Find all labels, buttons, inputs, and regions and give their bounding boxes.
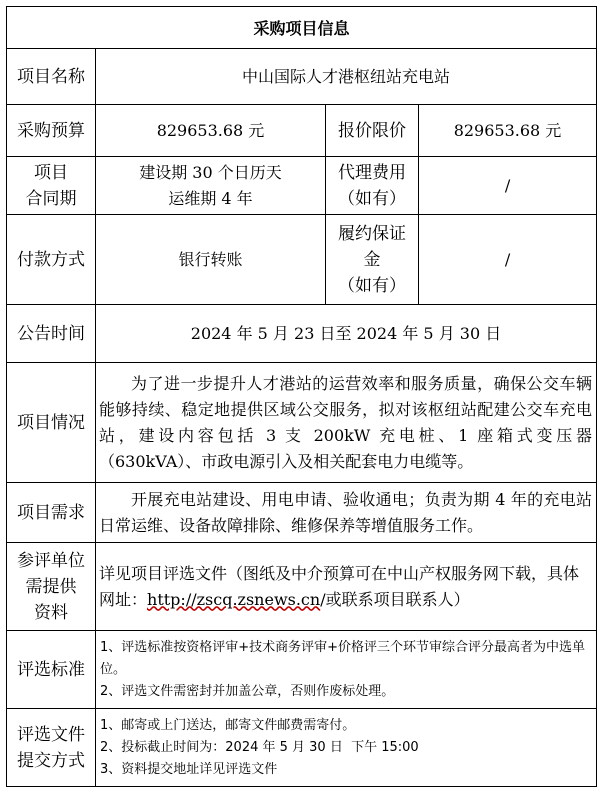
contract-period-label: [7, 157, 96, 215]
performance-bond-label: [326, 215, 419, 305]
contract-period-value: [96, 157, 326, 215]
contract-period-label-line-2: 合同期: [25, 188, 77, 209]
operation-period: 运维期 4 年: [168, 188, 253, 208]
row-project-situation: [7, 363, 597, 483]
performance-bond-value: /: [419, 215, 597, 305]
budget-label: 采购预算: [7, 105, 96, 157]
row-project-name: [7, 49, 597, 105]
criteria-text: [96, 631, 597, 709]
criteria-line-1: 1、评选标准按资格评审+技术商务评审+价格评三个环节审综合评分最高者为中选单位。: [100, 639, 586, 677]
row-criteria: [7, 631, 597, 709]
row-payment: [7, 215, 597, 305]
performance-bond-label-line-1: 履约保证: [338, 223, 406, 244]
payment-value: 银行转账: [96, 215, 326, 305]
row-notice-time: [7, 305, 597, 363]
row-contract-period: [7, 157, 597, 215]
notice-time-label: 公告时间: [7, 305, 96, 363]
project-name-label: 项目名称: [7, 49, 96, 105]
demand-text: 开展充电站建设、用电申请、验收通电；负责为期 4 年的充电站日常运维、设备故障排除、维修保养等增值服务工作。: [96, 483, 597, 543]
agency-fee-label-line-1: 代理费用: [338, 162, 406, 183]
row-budget: [7, 105, 597, 157]
situation-label: 项目情况: [7, 363, 96, 483]
payment-label: 付款方式: [7, 215, 96, 305]
materials-label-line-1: 参评单位: [17, 550, 85, 571]
demand-label: 项目需求: [7, 483, 96, 543]
agency-fee-label: [326, 157, 419, 215]
contract-period-label-line-1: 项目: [34, 162, 68, 183]
procurement-info-table: [6, 6, 597, 787]
materials-text: [96, 543, 597, 631]
submission-label-line-2: 提交方式: [17, 750, 85, 771]
submission-line-1: 1、邮寄或上门送达，邮寄文件邮费需寄付。: [100, 717, 356, 733]
agency-fee-value: /: [419, 157, 597, 215]
construction-period: 建设期 30 个日历天: [139, 162, 282, 182]
table-title: 采购项目信息: [7, 7, 597, 49]
agency-fee-label-line-2: （如有）: [338, 188, 406, 209]
materials-label-line-2: 需提供: [25, 576, 77, 597]
price-limit-value: 829653.68 元: [419, 105, 597, 157]
submission-text: [96, 709, 597, 787]
project-name-value: 中山国际人才港枢纽站充电站: [96, 49, 597, 105]
row-submission: [7, 709, 597, 787]
materials-text-before: 详见项目评选文件（图纸及中介预算可在中山产权服务网下载，具体网址：: [99, 563, 580, 609]
criteria-label: 评选标准: [7, 631, 96, 709]
performance-bond-label-line-3: （如有）: [338, 275, 406, 296]
row-materials: [7, 543, 597, 631]
situation-text: 为了进一步提升人才港站的运营效率和服务质量，确保公交车辆能够持续、稳定地提供区域公交服务，拟对该枢纽站配建公交车充电站，建设内容包括 3 支 200kW 充电桩、1 座箱式变压器（630kVA）、市政电源引入及相关配套电力电缆等。: [96, 363, 597, 483]
submission-label: [7, 709, 96, 787]
submission-line-3: 3、资料提交地址详见评选文件: [100, 761, 278, 777]
notice-time-value: 2024 年 5 月 23 日至 2024 年 5 月 30 日: [96, 305, 597, 363]
submission-line-2: 2、投标截止时间为：2024 年 5 月 30 日 下午 15:00: [100, 739, 419, 755]
performance-bond-label-line-2: 金: [363, 249, 381, 270]
criteria-line-2: 2、评选文件需密封并加盖公章，否则作废标处理。: [100, 683, 395, 699]
website-link[interactable]: http://zscq.zsnews.cn: [147, 589, 321, 609]
row-project-demand: [7, 483, 597, 543]
materials-text-after: /或联系项目联系人）: [320, 589, 470, 609]
budget-value: 829653.68 元: [96, 105, 326, 157]
price-limit-label: 报价限价: [326, 105, 419, 157]
submission-label-line-1: 评选文件: [17, 724, 85, 745]
materials-label-line-3: 资料: [34, 602, 68, 623]
materials-label: [7, 543, 96, 631]
